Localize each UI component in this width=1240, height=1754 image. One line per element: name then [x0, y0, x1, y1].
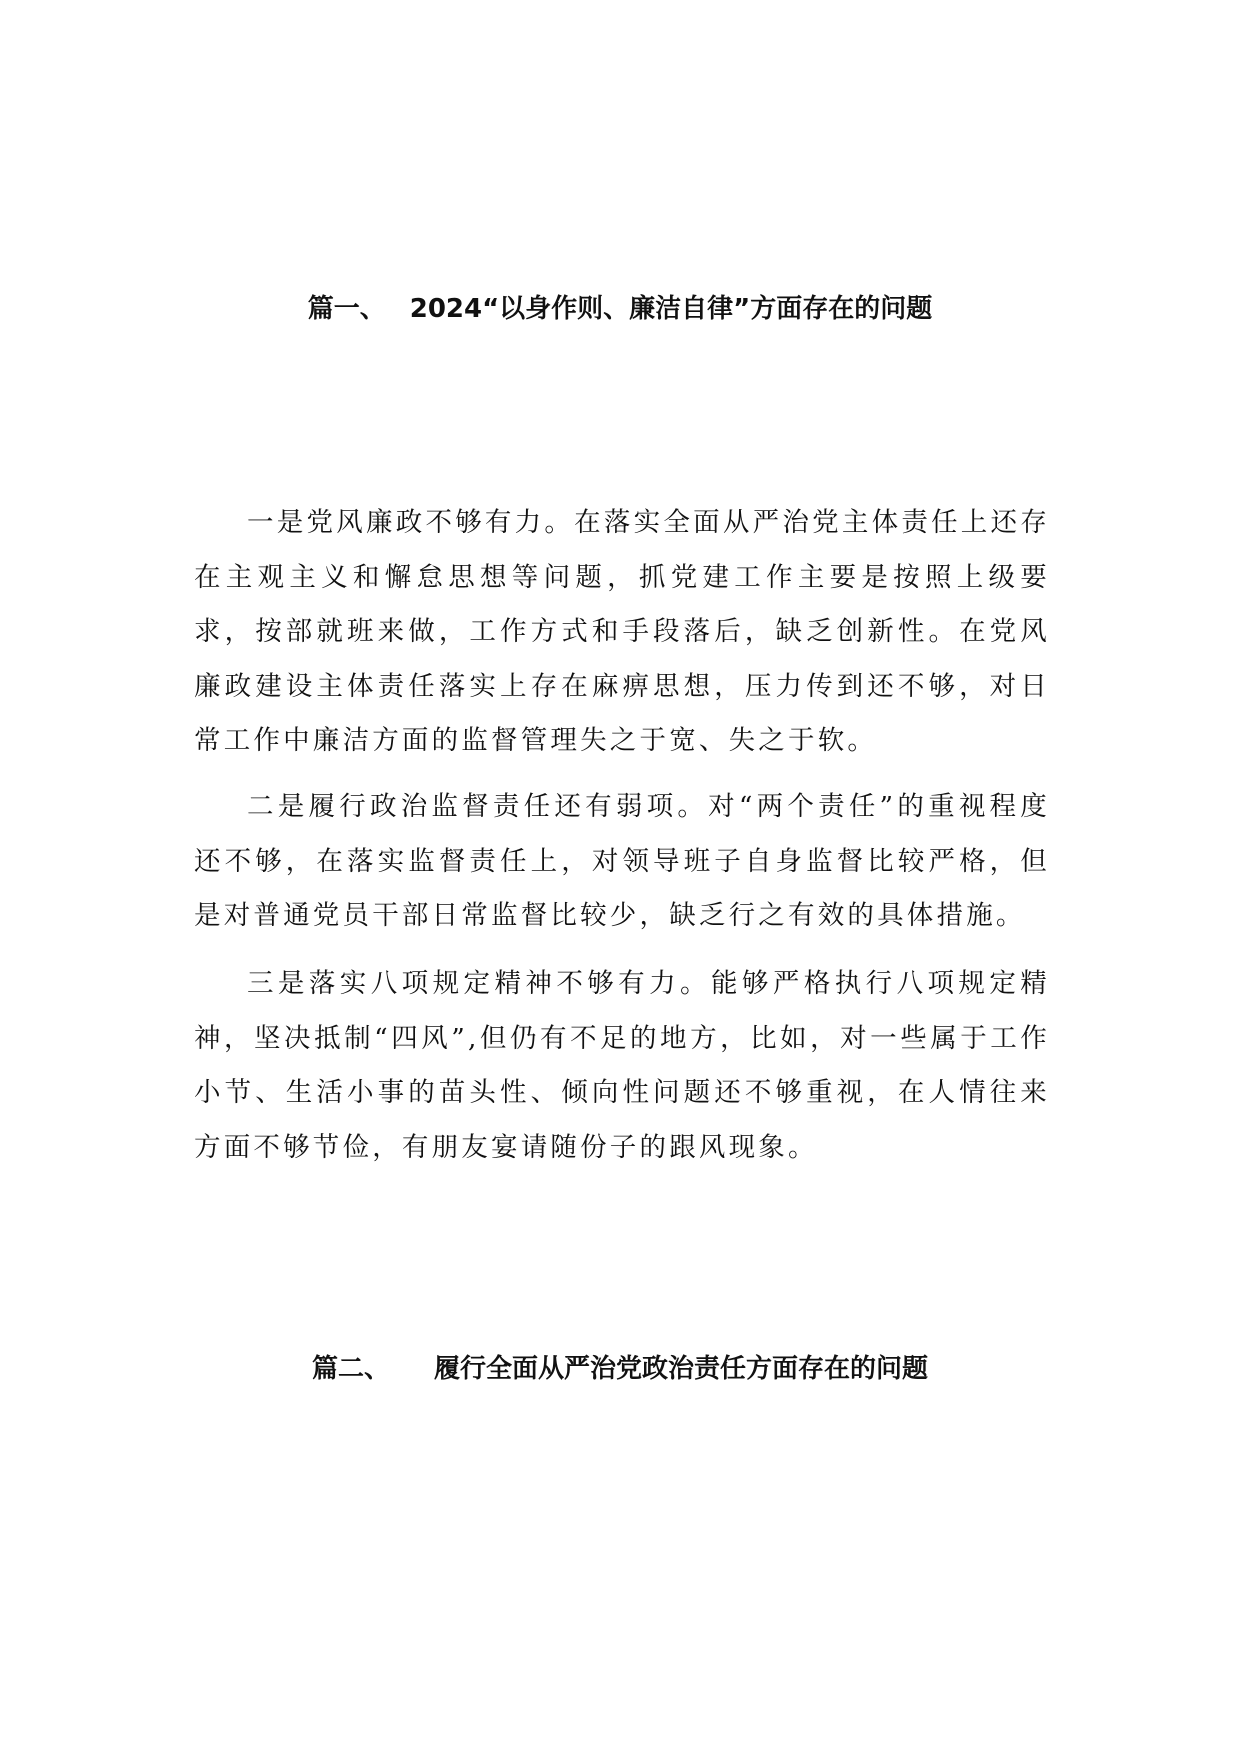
paragraph-3: 三是落实八项规定精神不够有力。能够严格执行八项规定精神，坚决抵制“四风”,但仍有不足的地方，比如，对一些属于工作小节、生活小事的苗头性、倾向性问题还不够重视，在人情往来方面不够节俭，有朋友宴请随份子的跟风现象。 [194, 968, 1050, 1163]
section-2-heading [0, 1352, 1240, 1386]
section-2-title: 履行全面从严治党政治责任方面存在的问题 [434, 1354, 929, 1384]
paragraph-2: 二是履行政治监督责任还有弱项。对“两个责任”的重视程度还不够，在落实监督责任上，对领导班子自身监督比较严格，但是对普通党员干部日常监督比较少，缺乏行之有效的具体措施。 [194, 791, 1050, 931]
section-2-number: 篇二、 [311, 1354, 390, 1384]
section-1-number: 篇一、 [307, 294, 386, 324]
paragraph-1: 一是党风廉政不够有力。在落实全面从严治党主体责任上还存在主观主义和懈怠思想等问题，抓党建工作主要是按照上级要求，按部就班来做，工作方式和手段落后，缺乏创新性。在党风廉政建设主体责任落实上存在麻痹思想，压力传到还不够，对日常工作中廉洁方面的监督管理失之于宽、失之于软。 [194, 507, 1050, 756]
section-1-title: 2024“以身作则、廉洁自律”方面存在的问题 [409, 294, 933, 324]
section-1-heading [0, 292, 1240, 326]
